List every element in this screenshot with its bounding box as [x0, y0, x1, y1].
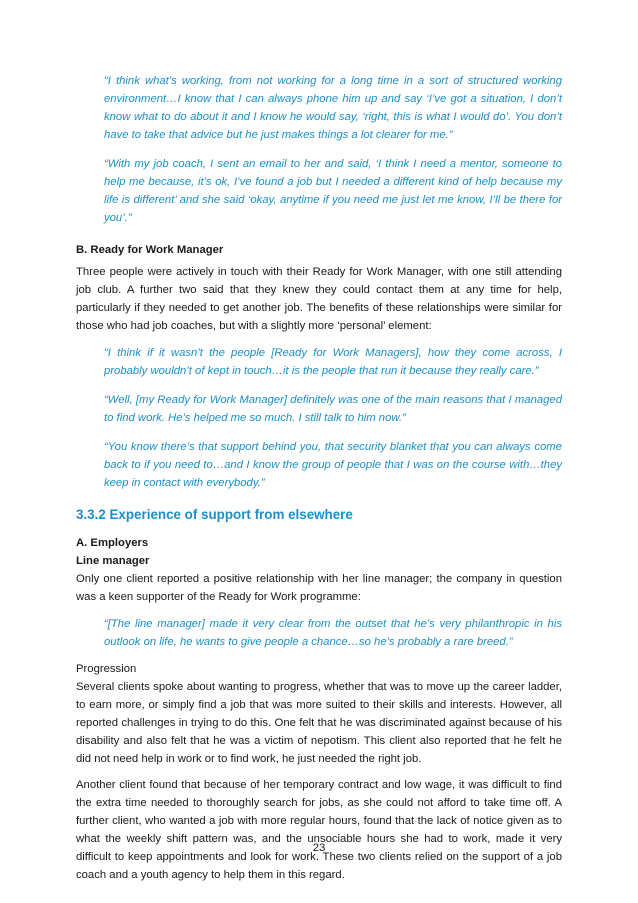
- paragraph-line-manager: Only one client reported a positive relationship with her line manager; the company in question was a keen supporter of the Ready for Work programme:: [76, 573, 562, 603]
- heading-employers: A. Employers: [76, 537, 149, 549]
- document-page: [76, 72, 562, 884]
- paragraph-progression-2: Another client found that because of her temporary contract and low wage, it was difficult to find the extra time needed to thoroughly search for jobs, as she could not afford to take time off. A further client, who wanted a job with more regular hours, found that the lack of notice given as to what the weekly shift pattern was, and the unsociable hours she had to work, made it very difficult to keep appointments and look for work. These two clients relied on the support of a job coach and a youth agency to help them in this regard.: [76, 779, 562, 881]
- quote-find-work: “Well, [my Ready for Work Manager] definitely was one of the main reasons that I managed to find work. He’s helped me so much. I still talk to him now.”: [104, 394, 562, 424]
- quote-people-care: “I think if it wasn’t the people [Ready for Work Managers], how they come across, I probably wouldn’t of kept in touch…it is the people that run it because they really care.”: [104, 347, 562, 377]
- heading-line-manager: Line manager: [76, 555, 150, 567]
- section-title-332: 3.3.2 Experience of support from elsewhere: [76, 507, 353, 522]
- quote-security-blanket: “You know there’s that support behind you, that security blanket that you can always come back to if you need to…and I know the group of people that I was on the course with…they keep in contact with everybody.”: [104, 441, 562, 489]
- quotes-ready-for-work: [76, 344, 562, 492]
- label-progression: Progression: [76, 663, 137, 675]
- quote-line-manager: “[The line manager] made it very clear from the outset that he’s very philanthropic in his outlook on life, he wants to give people a chance…so he’s probably a rare breed.”: [104, 618, 562, 648]
- paragraph-progression-1: Several clients spoke about wanting to progress, whether that was to move up the career ladder, to earn more, or simply find a job that was more suited to their skills and interests. However, all reported challenges in trying to do this. One felt that he was discriminated against because of his disability and also felt that he was a victim of nepotism. This client also reported that he felt he did not need help in work or to find work, he just needed the right job.: [76, 681, 562, 765]
- heading-ready-for-work-manager: B. Ready for Work Manager: [76, 244, 224, 256]
- page-number: 23: [312, 842, 326, 854]
- paragraph-ready-for-work-manager: Three people were actively in touch with their Ready for Work Manager, with one still attending job club. A further two said that they knew they could contact them at any time for help, particularly if they needed to get another job. The benefits of these relationships were similar for those who had job coaches, but with a slightly more ‘personal’ element:: [76, 266, 562, 332]
- quote-job-coach: “With my job coach, I sent an email to her and said, ‘I think I need a mentor, someone to help me because, it’s ok, I’ve found a job but I needed a different kind of help because my life is different’ and she said ‘okay, anytime if you need me just let me know, I’ll be there for you’.”: [104, 158, 562, 224]
- quote-job-working: “I think what’s working, from not working for a long time in a sort of structured working environment…I know that I can always phone him up and say ‘I’ve got a situation, I don’t know what to do about it and I know he would say, ‘right, this is what I would do’. You don’t have to take that advice but he just makes things a lot clearer for me.”: [104, 75, 562, 141]
